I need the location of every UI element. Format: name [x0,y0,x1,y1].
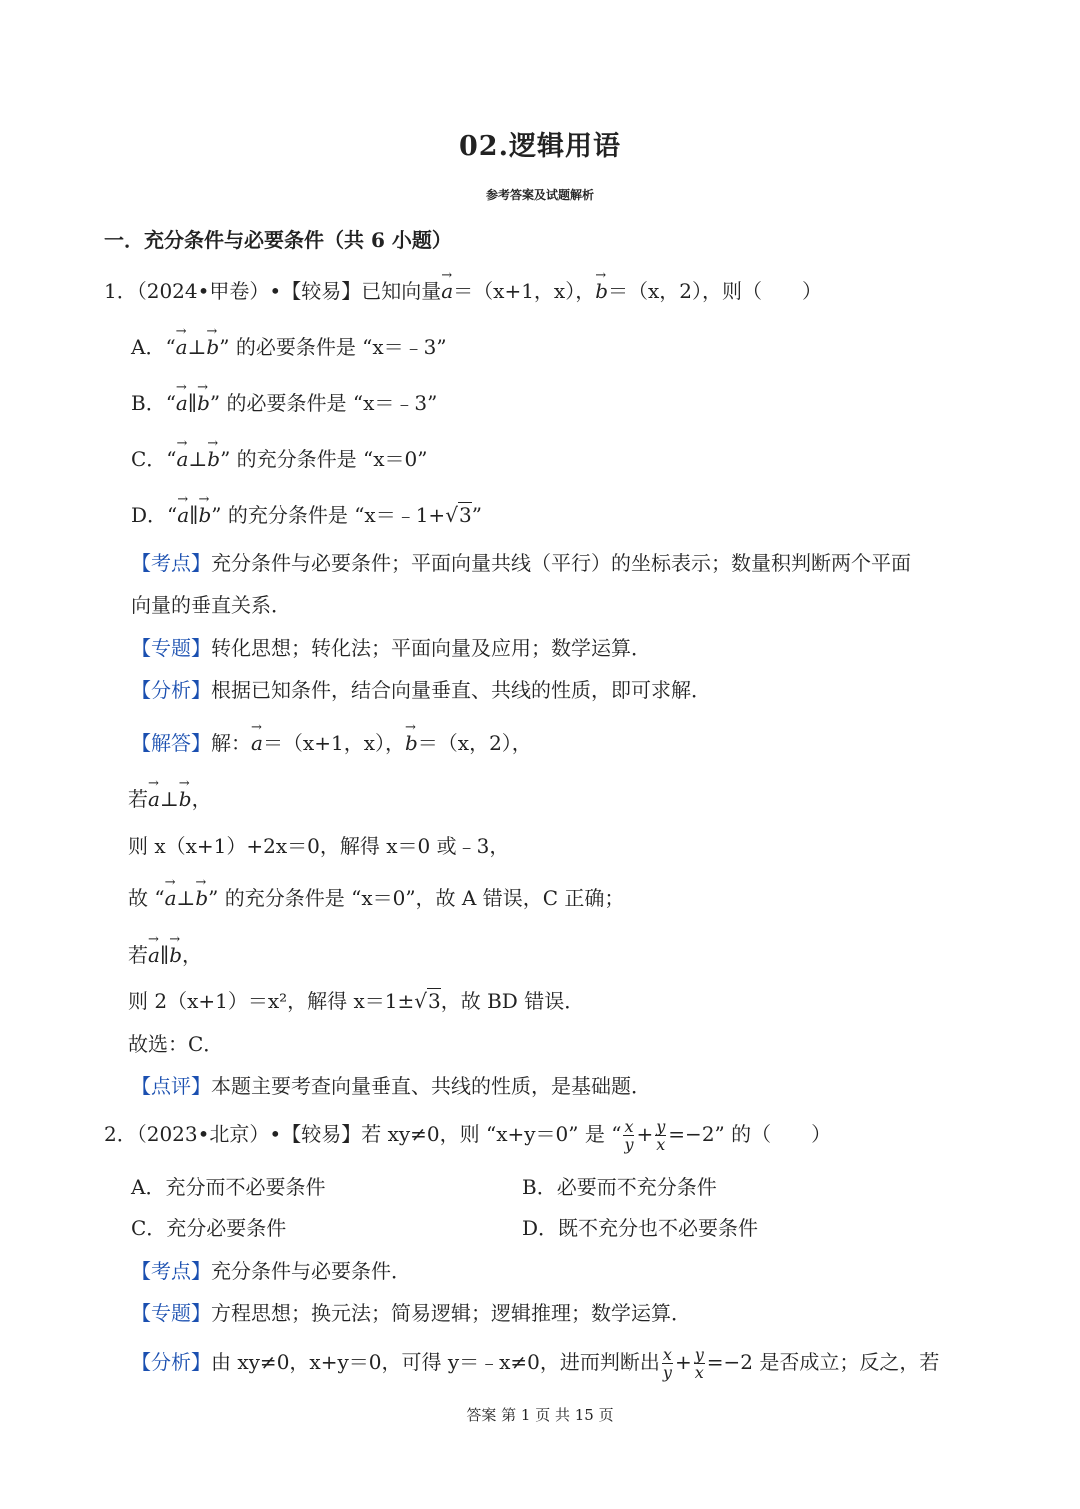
fraction-y-over-x [694,1346,705,1381]
sqrt-value: 3 [428,989,441,1013]
jieda-eq-b: ＝（x，2）， [417,731,532,755]
page-title: 02.逻辑用语 [459,131,621,162]
frac-num: x [662,1345,672,1364]
q2-stem [104,1118,831,1153]
zhuanti-tag: 【专题】 [131,1301,211,1325]
step-prefix: 若 [128,943,148,967]
frac-num: x [624,1117,634,1136]
q1-option-d: D．“→ a∥→ b” 的充分条件是 “x＝﹣1+√3” [131,500,482,530]
section-heading: 一．充分条件与必要条件（共 6 小题） [104,228,452,252]
option-a-text: ” 的必要条件是 “x＝﹣3” [219,335,447,359]
vector-b: → b [207,444,220,474]
q1-kaodian-cont: 向量的垂直关系． [131,593,291,617]
sqrt-value: 3 [458,503,472,527]
perp-symbol: ⊥ [188,447,208,471]
vector-b: → b [197,388,210,418]
q1-kaodian [131,548,911,578]
dianping-text: 本题主要考查向量垂直、共线的性质，是基础题． [211,1074,651,1098]
vector-b: → b [198,500,211,530]
step-prefix: 若 [128,787,148,811]
q2-zhuanti [131,1298,691,1328]
option-b-text: ” 的必要条件是 “x＝﹣3” [209,391,438,415]
fenxi-text-end: =−2 是否成立；反之，若 [706,1350,940,1374]
option-c-text: ” 的充分条件是 “x＝0” [220,447,428,471]
q1-step-4 [128,940,202,970]
q2-kaodian [131,1256,411,1286]
fraction-y-over-x [655,1118,666,1153]
frac-den: x [694,1363,704,1382]
jieda-prefix: 解： [211,731,251,755]
q2-option-d: D．既不充分也不必要条件 [522,1216,759,1240]
q1-stem [104,276,822,306]
kaodian-tag: 【考点】 [131,551,211,575]
q1-number: 1． [104,279,137,303]
vector-b: → b [206,332,219,362]
vector-a: → a [148,784,160,814]
vector-b: → b [179,784,192,814]
vector-a: → a [177,500,189,530]
q1-step-3 [128,883,624,913]
perp-symbol: ⊥ [159,787,179,811]
vector-a: → a [177,444,189,474]
option-c-prefix: C．“ [131,447,177,471]
fenxi-text: 根据已知条件，结合向量垂直、共线的性质，即可求解． [211,678,711,702]
plus-symbol: + [674,1350,692,1374]
option-b-prefix: B．“ [131,391,176,415]
q1-fenxi [131,675,711,705]
zhuanti-tag: 【专题】 [131,636,211,660]
page-footer: 答案 第 1 页 共 15 页 [466,1406,614,1424]
q2-option-b: B．必要而不充分条件 [522,1175,717,1199]
q1-zhuanti [131,633,651,663]
vector-a: → a [441,276,453,306]
vector-b: → b [195,883,208,913]
vector-b: → b [169,940,182,970]
q2-option-a: A．充分而不必要条件 [131,1175,326,1199]
q1-step-6: 故选：C． [128,1032,224,1056]
q1-dianping [131,1071,651,1101]
fenxi-tag: 【分析】 [131,678,211,702]
step-prefix: 故 “ [128,886,165,910]
parallel-symbol: ∥ [159,943,170,967]
q2-stem-end: =−2” 的（ ） [668,1122,832,1146]
vector-a: → a [176,388,188,418]
step-end: ， [191,787,212,811]
fraction-x-over-y [623,1118,634,1153]
q1-source: （2024•甲卷）•【较易】已知向量 [136,279,442,303]
vector-b: → b [595,276,608,306]
fenxi-tag: 【分析】 [131,1350,211,1374]
q1-option-a [131,332,447,362]
parallel-symbol: ∥ [187,391,198,415]
option-d-prefix: D．“ [131,503,178,527]
q1-option-b [131,388,437,418]
kaodian-text: 充分条件与必要条件；平面向量共线（平行）的坐标表示；数量积判断两个平面 [211,551,911,575]
q2-option-c: C．充分必要条件 [131,1216,287,1240]
zhuanti-text: 方程思想；换元法；简易逻辑；逻辑推理；数学运算． [211,1301,691,1325]
frac-den: x [656,1135,666,1154]
q2-stem-text: （2023•北京）•【较易】若 xy≠0，则 “x+y＝0” 是 “ [136,1122,622,1146]
q1-eq-a: ＝（x+1，x）， [453,279,596,303]
vector-a: → a [176,332,188,362]
q1-step-5: 则 2（x+1）＝x²，解得 x＝1±√3，故 BD 错误． [128,989,585,1013]
q2-number: 2． [104,1122,137,1146]
q2-fenxi [131,1346,939,1381]
q1-step-2: 则 x（x+1）+2x＝0，解得 x＝0 或﹣3， [128,834,510,858]
option-a-prefix: A．“ [131,335,176,359]
q1-eq-b: ＝（x，2），则（ ） [608,279,823,303]
q1-step-1 [128,784,212,814]
page-subtitle: 参考答案及试题解析 [485,188,594,202]
jieda-eq-a: ＝（x+1，x）， [262,731,405,755]
q1-jieda [131,728,532,758]
perp-symbol: ⊥ [187,335,207,359]
jieda-tag: 【解答】 [131,731,211,755]
plus-symbol: + [636,1122,654,1146]
kaodian-text: 充分条件与必要条件． [211,1259,411,1283]
step-text-end: ，故 BD 错误． [440,989,585,1013]
fenxi-text: 由 xy≠0，x+y＝0，可得 y＝﹣x≠0，进而判断出 [211,1350,660,1374]
step-text: 则 2（x+1）＝x²，解得 x＝1± [128,989,415,1013]
vector-a: → a [148,940,160,970]
fraction-x-over-y [662,1346,673,1381]
step-text: ” 的充分条件是 “x＝0”，故 A 错误，C 正确； [208,886,625,910]
vector-a: → a [165,883,177,913]
option-d-end: ” [471,503,482,527]
frac-den: y [662,1363,672,1382]
parallel-symbol: ∥ [189,503,199,527]
vector-a: → a [251,728,263,758]
vector-b: → b [405,728,418,758]
q1-option-c [131,444,428,474]
frac-num: y [656,1117,666,1136]
step-end: ， [182,943,202,967]
frac-den: y [624,1135,634,1154]
dianping-tag: 【点评】 [131,1074,211,1098]
zhuanti-text: 转化思想；转化法；平面向量及应用；数学运算． [211,636,651,660]
perp-symbol: ⊥ [176,886,196,910]
frac-num: y [694,1345,704,1364]
option-d-text: ” 的充分条件是 “x＝﹣1+ [211,503,446,527]
kaodian-tag: 【考点】 [131,1259,211,1283]
